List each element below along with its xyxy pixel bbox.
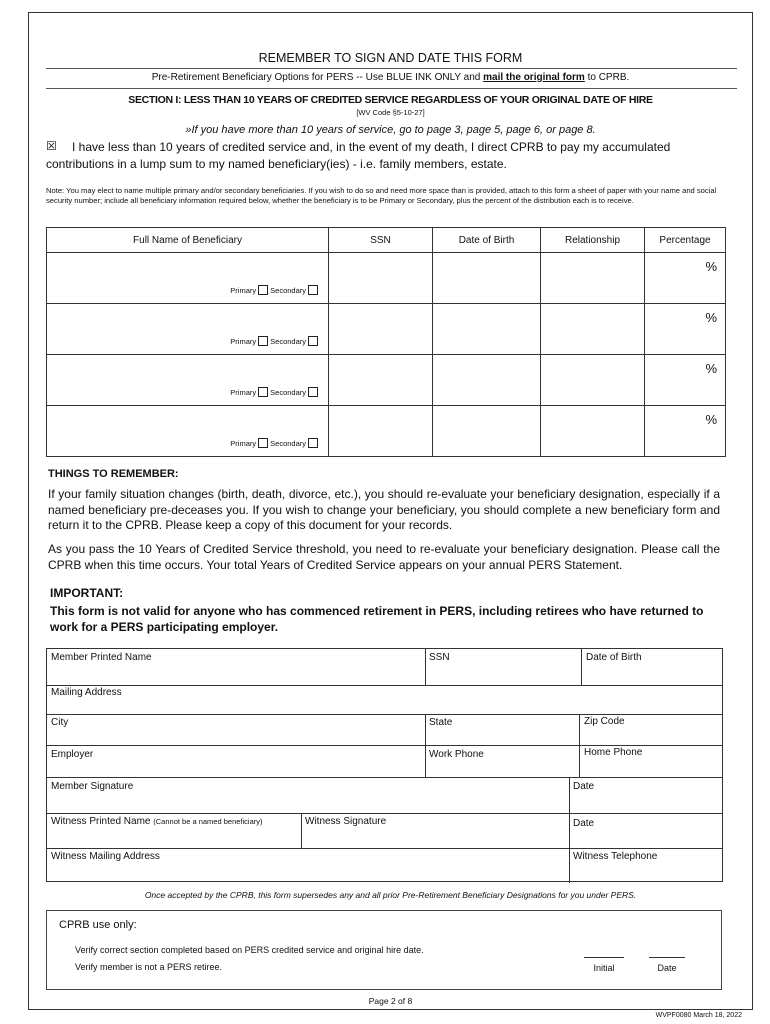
form-title: REMEMBER TO SIGN AND DATE THIS FORM — [258, 51, 523, 65]
primary-secondary-options: Primary Secondary — [230, 438, 320, 448]
beneficiary-dob-field[interactable] — [433, 304, 541, 355]
less-than-10-checkbox[interactable]: ☒ — [46, 139, 57, 153]
primary-checkbox[interactable] — [258, 285, 268, 295]
divider — [579, 714, 580, 777]
form-code: WVPF0080 March 18, 2022 — [655, 1012, 742, 1019]
beneficiary-relationship-field[interactable] — [541, 406, 645, 457]
beneficiary-name-field[interactable] — [47, 355, 329, 406]
section-heading: SECTION I: LESS THAN 10 YEARS OF CREDITED SERVICE REGARDLESS OF YOUR ORIGINAL DATE OF HIRE — [128, 94, 653, 106]
beneficiary-ssn-field[interactable] — [329, 253, 433, 304]
wv-code: [WV Code §5-10-27] — [356, 108, 425, 117]
beneficiary-row — [47, 355, 726, 406]
beneficiary-dob-field[interactable] — [433, 355, 541, 406]
note-text: Note: You may elect to name multiple primary and/or secondary beneficiaries. If you wish to do so and need more space than is provided, attach to this form a sheet of paper with your name and social security number; include all beneficiary information required below, whether the beneficiary is to be Primary or Secondary, plus the percent of the distribution each is to receive. — [46, 186, 717, 205]
primary-secondary-options: Primary Secondary — [230, 285, 320, 295]
beneficiary-table — [46, 227, 726, 457]
divider — [46, 88, 737, 89]
beneficiary-relationship-field[interactable] — [541, 253, 645, 304]
beneficiary-row — [47, 253, 726, 304]
beneficiary-relationship-field[interactable] — [541, 355, 645, 406]
initial-line[interactable] — [584, 957, 624, 958]
divider — [581, 649, 582, 685]
member-printed-name-field[interactable]: Member Printed Name — [51, 652, 152, 663]
beneficiary-dob-field[interactable] — [433, 253, 541, 304]
divider — [47, 777, 722, 778]
divider — [569, 777, 570, 883]
date-label: Date — [657, 963, 677, 973]
cprb-line-2: Verify member is not a PERS retiree. — [75, 962, 223, 972]
divider — [47, 813, 722, 814]
divider — [47, 714, 722, 715]
divider — [47, 848, 722, 849]
beneficiary-percentage-field[interactable]: % — [645, 253, 726, 304]
home-phone-field[interactable]: Home Phone — [584, 747, 643, 758]
beneficiary-percentage-field[interactable]: % — [645, 406, 726, 457]
cprb-use-only-box — [46, 910, 722, 990]
signature-date-field[interactable]: Date — [573, 781, 595, 792]
employer-field[interactable]: Employer — [51, 749, 94, 760]
col-header-name: Full Name of Beneficiary — [47, 228, 329, 253]
statement-line-2: contributions in a lump sum to my named beneficiary(ies) - i.e. family members, estate. — [46, 157, 507, 171]
primary-checkbox[interactable] — [258, 336, 268, 346]
page-number: Page 2 of 8 — [368, 996, 413, 1006]
things-paragraph-1: If your family situation changes (birth, death, divorce, etc.), you should re-evaluate your beneficiary designation, especially if a named beneficiary pre-deceases you. If you wish to change your beneficiary, you should complete a new beneficiary form and return it to the CPRB. Please keep a copy of this document for your records. — [48, 487, 720, 532]
beneficiary-row — [47, 304, 726, 355]
member-info-grid — [46, 648, 723, 882]
instruction-text: »If you have more than 10 years of service, go to page 3, page 5, page 6, or page 8. — [185, 124, 596, 136]
col-header-percentage: Percentage — [645, 228, 726, 253]
important-heading: IMPORTANT: — [50, 586, 124, 600]
beneficiary-relationship-field[interactable] — [541, 304, 645, 355]
divider — [425, 649, 426, 685]
member-signature-field[interactable]: Member Signature — [51, 781, 134, 792]
col-header-relationship: Relationship — [541, 228, 645, 253]
statement-line-1: I have less than 10 years of credited service and, in the event of my death, I direct CPRB to pay my accumulated — [72, 140, 671, 154]
divider — [47, 745, 722, 746]
beneficiary-name-field[interactable] — [47, 304, 329, 355]
cprb-title: CPRB use only: — [59, 919, 137, 931]
secondary-checkbox[interactable] — [308, 336, 318, 346]
witness-signature-field[interactable]: Witness Signature — [305, 816, 387, 827]
beneficiary-dob-field[interactable] — [433, 406, 541, 457]
supersede-note: Once accepted by the CPRB, this form supersedes any and all prior Pre-Retirement Beneficiary Designations for you under PERS. — [144, 890, 637, 900]
witness-printed-name-field[interactable]: Witness Printed Name (Cannot be a named beneficiary) — [51, 816, 263, 827]
state-field[interactable]: State — [429, 717, 453, 728]
cprb-line-1: Verify correct section completed based on PERS credited service and original hire date. — [75, 945, 424, 955]
beneficiary-ssn-field[interactable] — [329, 355, 433, 406]
beneficiary-row — [47, 406, 726, 457]
things-heading: THINGS TO REMEMBER: — [48, 468, 179, 480]
date-line[interactable] — [649, 957, 685, 958]
witness-date-field[interactable]: Date — [573, 818, 595, 829]
secondary-checkbox[interactable] — [308, 438, 318, 448]
col-header-ssn: SSN — [329, 228, 433, 253]
primary-checkbox[interactable] — [258, 438, 268, 448]
divider — [301, 813, 302, 848]
beneficiary-percentage-field[interactable]: % — [645, 355, 726, 406]
work-phone-field[interactable]: Work Phone — [429, 749, 484, 760]
beneficiary-name-field[interactable] — [47, 406, 329, 457]
primary-secondary-options: Primary Secondary — [230, 387, 320, 397]
beneficiary-name-field[interactable] — [47, 253, 329, 304]
member-dob-field[interactable]: Date of Birth — [586, 652, 642, 663]
zip-code-field[interactable]: Zip Code — [584, 716, 625, 727]
mailing-address-field[interactable]: Mailing Address — [51, 687, 122, 698]
beneficiary-percentage-field[interactable]: % — [645, 304, 726, 355]
divider — [46, 68, 737, 69]
form-subtitle: Pre-Retirement Beneficiary Options for PERS -- Use BLUE INK ONLY and mail the original form to CPRB. — [151, 72, 630, 83]
city-field[interactable]: City — [51, 717, 69, 728]
secondary-checkbox[interactable] — [308, 285, 318, 295]
divider — [47, 685, 722, 686]
important-text: This form is not valid for anyone who has commenced retirement in PERS, including retirees who have returned to work for a PERS participating employer. — [50, 604, 704, 634]
primary-secondary-options: Primary Secondary — [230, 336, 320, 346]
beneficiary-ssn-field[interactable] — [329, 304, 433, 355]
initial-label: Initial — [593, 963, 615, 973]
divider — [425, 714, 426, 777]
member-ssn-field[interactable]: SSN — [429, 652, 450, 663]
col-header-dob: Date of Birth — [433, 228, 541, 253]
witness-telephone-field[interactable]: Witness Telephone — [573, 851, 658, 862]
secondary-checkbox[interactable] — [308, 387, 318, 397]
witness-mailing-address-field[interactable]: Witness Mailing Address — [51, 851, 160, 862]
beneficiary-ssn-field[interactable] — [329, 406, 433, 457]
things-paragraph-2: As you pass the 10 Years of Credited Service threshold, you need to re-evaluate your beneficiary designation. Please call the CPRB when this time occurs. Your total Years of Credited Service appears on your annual PERS Statement. — [48, 542, 720, 572]
primary-checkbox[interactable] — [258, 387, 268, 397]
